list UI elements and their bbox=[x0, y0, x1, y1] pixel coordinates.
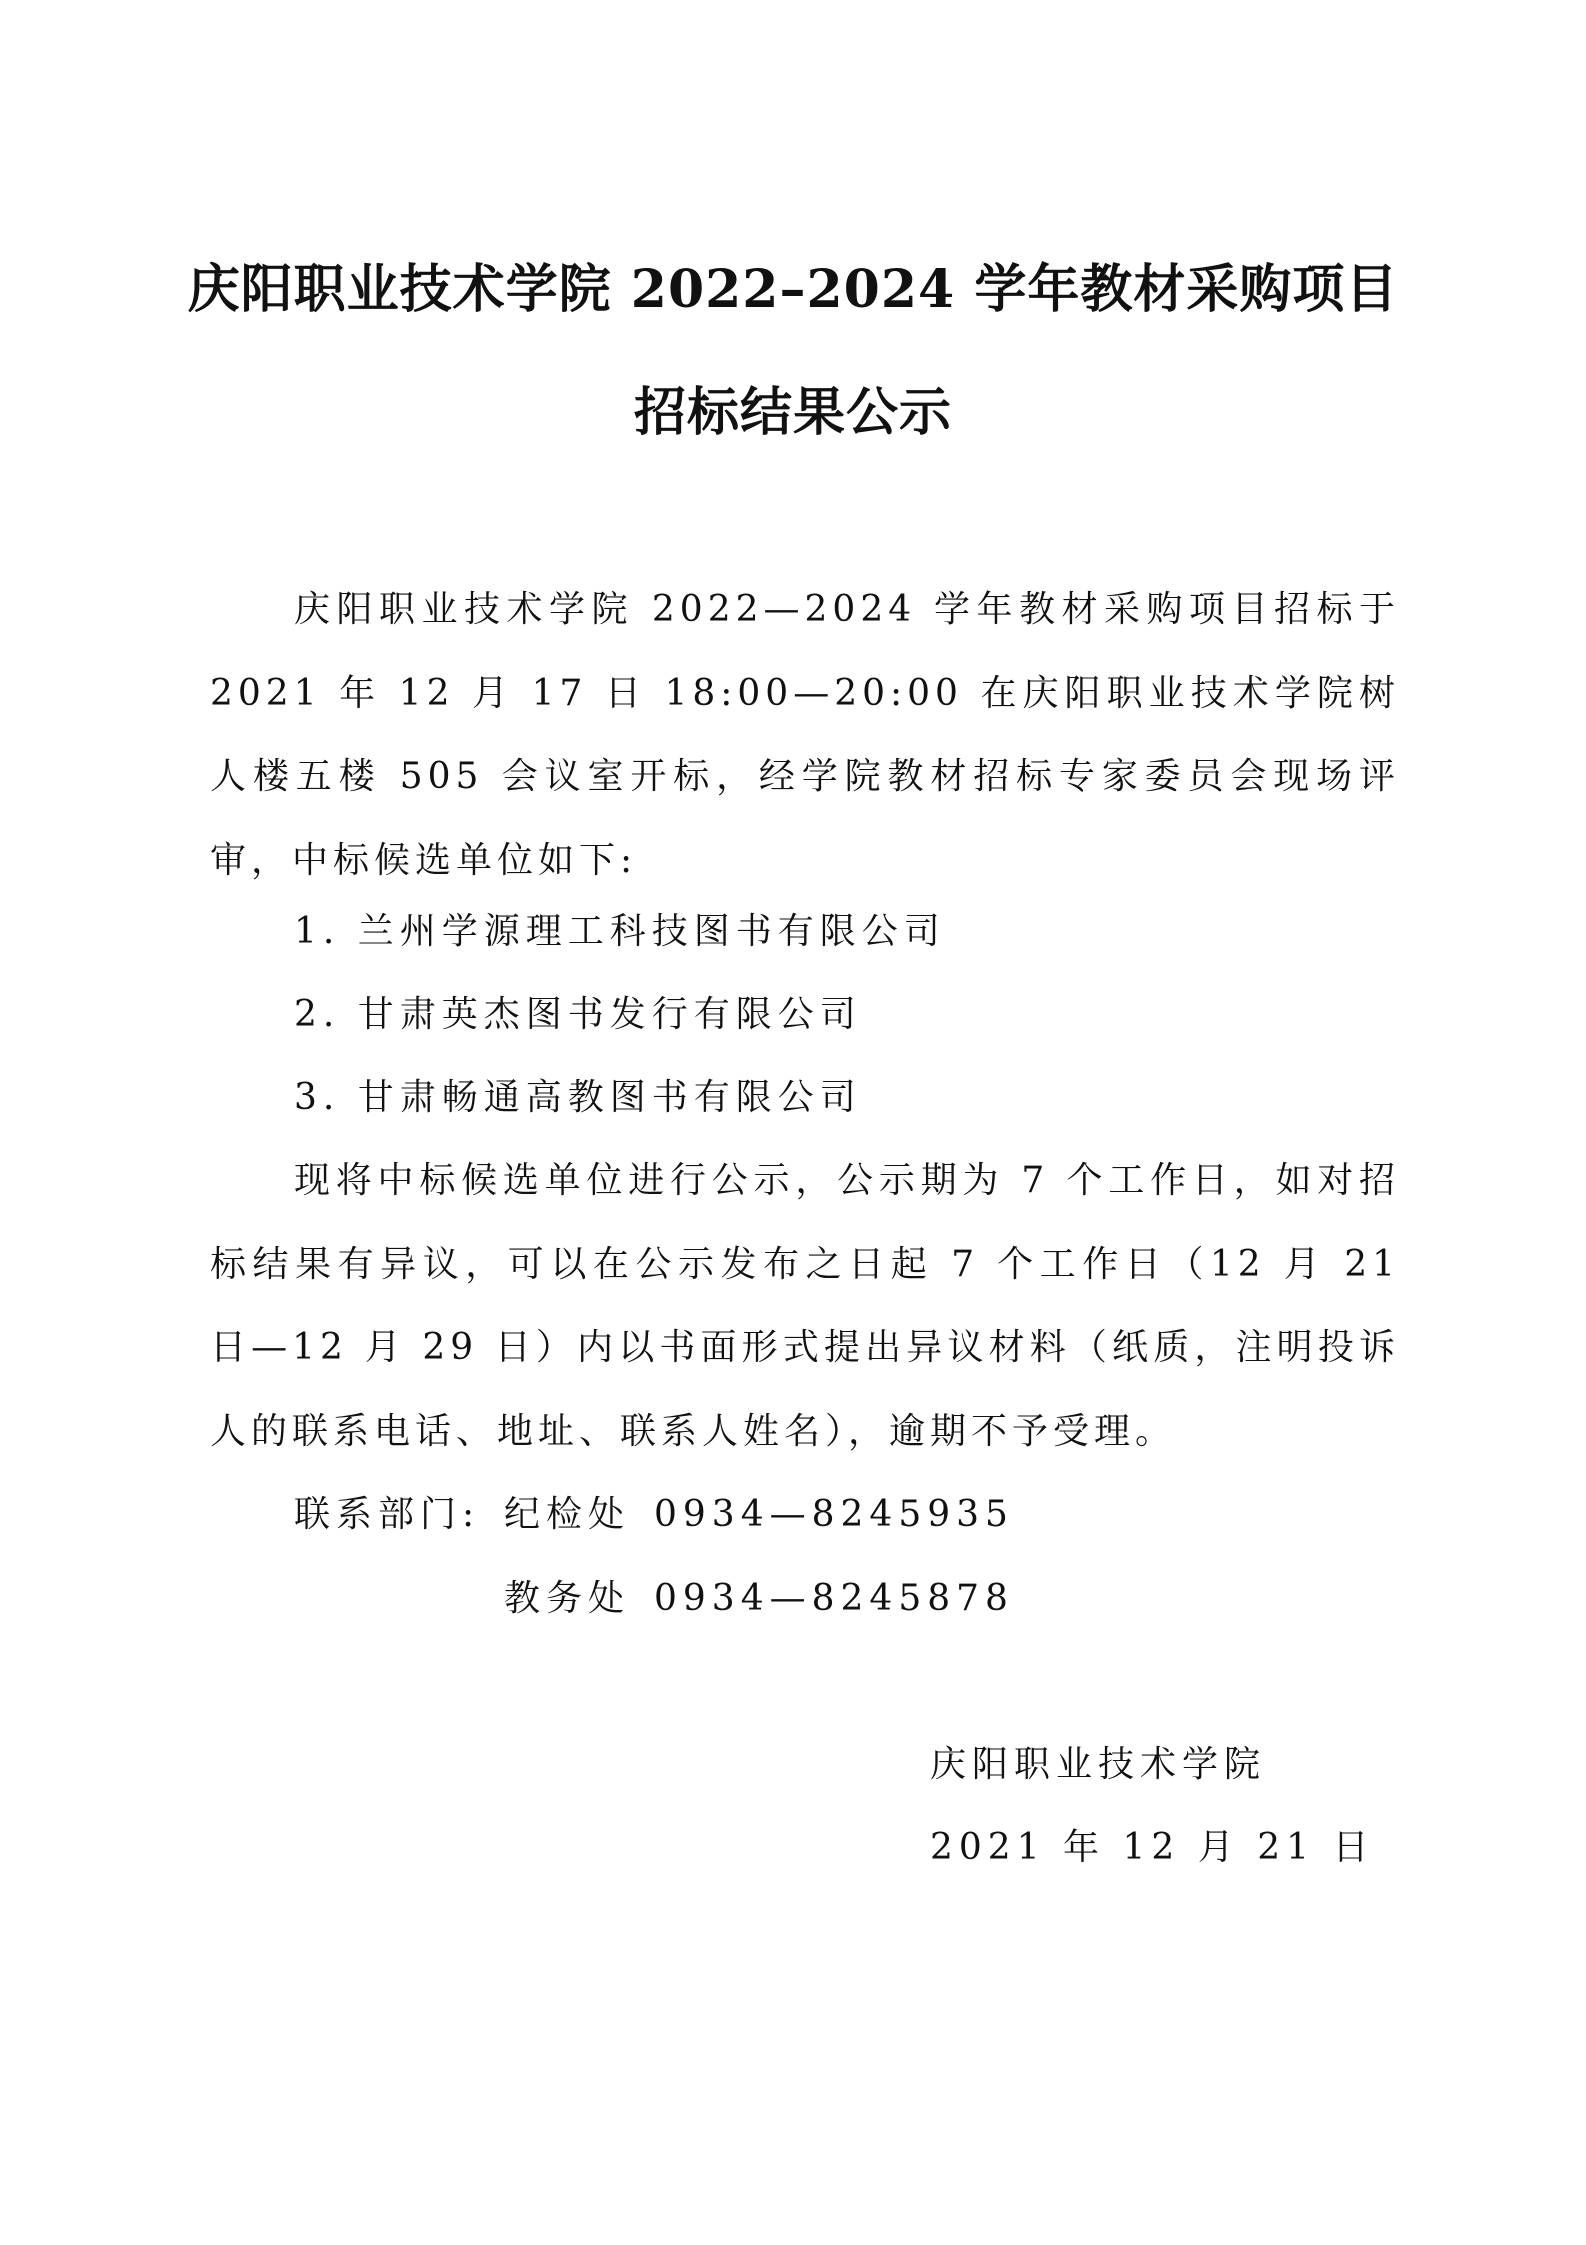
candidate-item-3: 3. 甘肃畅通高教图书有限公司 bbox=[294, 1077, 862, 1118]
contact-phone-1: 0934—8245935 bbox=[654, 1494, 1014, 1535]
intro-paragraph: 庆阳职业技术学院 2022—2024 学年教材采购项目招标于 2021 年 12 月 17 日 18:00—20:00 在庆阳职业技术学院树人楼五楼 505 会议室开标，经学院教材招标专家委员会现场评审，中标候选单位如下: bbox=[210, 589, 1400, 881]
notice-paragraph: 现将中标候选单位进行公示，公示期为 7 个工作日，如对招标结果有异议，可以在公示发布之日起 7 个工作日（12 月 21 日—12 月 29 日）内以书面形式提出异议材料（纸质，注明投诉人的联系电话、地址、联系人姓名），逾期不予受理。 bbox=[210, 1160, 1400, 1452]
contact-phone-2: 0934—8245878 bbox=[654, 1578, 1014, 1619]
document-title-line2: 招标结果公示 bbox=[633, 382, 952, 443]
candidate-item-2: 2. 甘肃英杰图书发行有限公司 bbox=[294, 994, 862, 1035]
contact-label: 联系部门: bbox=[294, 1494, 481, 1535]
candidate-item-1: 1. 兰州学源理工科技图书有限公司 bbox=[294, 911, 946, 952]
signature-org: 庆阳职业技术学院 bbox=[930, 1744, 1267, 1785]
document-title-line1: 庆阳职业技术学院 2022–2024 学年教材采购项目 bbox=[187, 259, 1399, 320]
signature-date: 2021 年 12 月 21 日 bbox=[930, 1827, 1375, 1868]
contact-dept-2: 教务处 bbox=[504, 1578, 631, 1619]
contact-dept-1: 纪检处 bbox=[504, 1494, 631, 1535]
